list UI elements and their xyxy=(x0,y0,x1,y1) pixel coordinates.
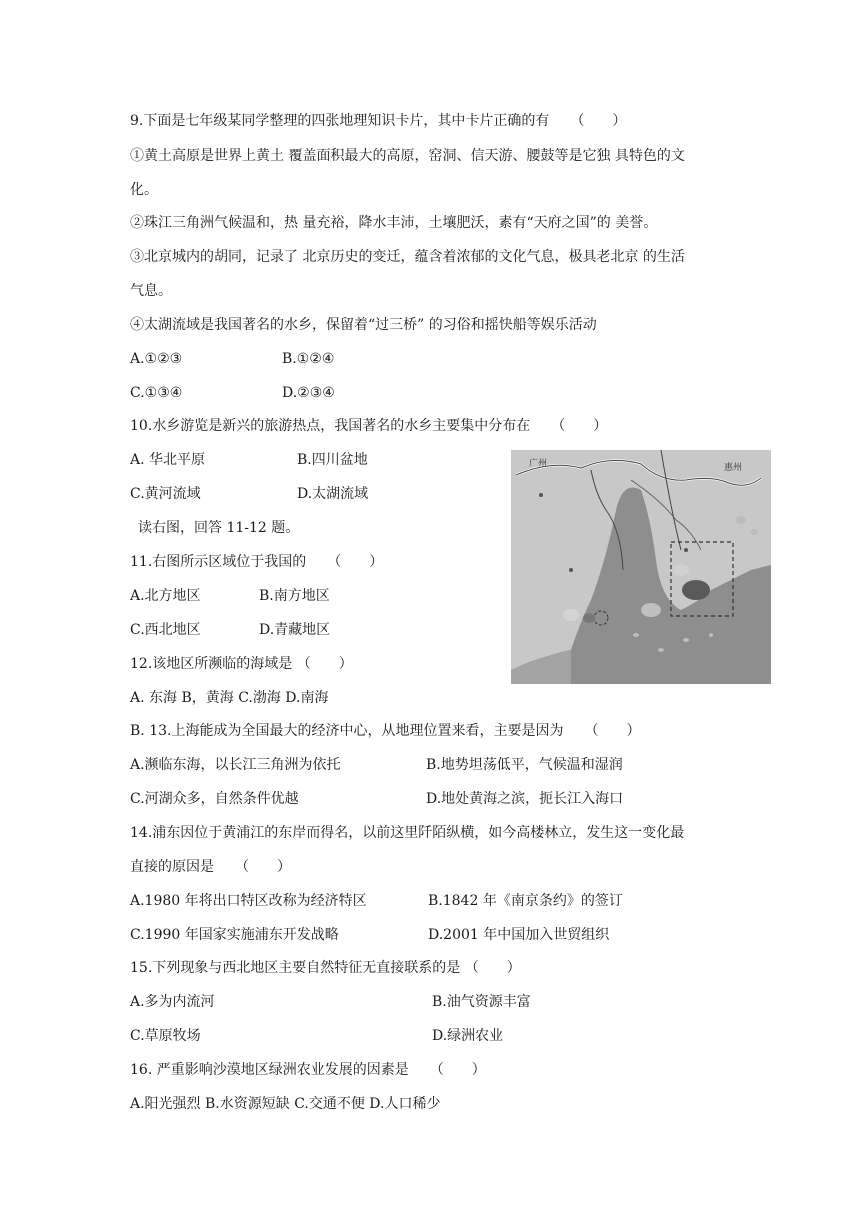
q14-option-d: D.2001 年中国加入世贸组织 xyxy=(428,927,610,943)
q15-option-d: D.绿洲农业 xyxy=(432,1028,504,1044)
q9-option-b: B.①②④ xyxy=(282,351,335,367)
q13-stem: B. 13.上海能成为全国最大的经济中心，从地理位置来看，主要是因为 （ ） xyxy=(130,723,641,739)
q9-option-d: D.②③④ xyxy=(282,385,335,401)
q14-stem-cont: 直接的原因是 （ ） xyxy=(130,859,291,875)
q16-options: A.阳光强烈 B.水资源短缺 C.交通不便 D.人口稀少 xyxy=(130,1096,441,1112)
q14-stem: 14.浦东因位于黄浦江的东岸而得名，以前这里阡陌纵横，如今高楼林立，发生这一变化最 xyxy=(130,825,685,841)
q10-option-a: A. 华北平原 xyxy=(130,452,206,468)
q15-option-b: B.油气资源丰富 xyxy=(432,994,531,1010)
q15-option-c: C.草原牧场 xyxy=(130,1028,201,1044)
q11-option-a: A.北方地区 xyxy=(130,588,201,604)
q10-option-b: B.四川盆地 xyxy=(297,452,368,468)
q9-card1: ①黄土高原是世界上黄土 覆盖面积最大的高原，窑洞、信天游、腰鼓等是它独 具特色的文 xyxy=(130,148,685,164)
read-map-instruction: 读右图，回答 11-12 题。 xyxy=(138,520,300,536)
q12-stem: 12.该地区所濒临的海域是 （ ） xyxy=(130,656,353,672)
q10-stem: 10.水乡游览是新兴的旅游热点，我国著名的水乡主要集中分布在 （ ） xyxy=(130,418,608,434)
q12-options: A. 东海 B，黄海 C.渤海 D.南海 xyxy=(130,690,329,706)
q9-stem: 9.下面是七年级某同学整理的四张地理知识卡片，其中卡片正确的有 （ ） xyxy=(130,113,627,129)
q15-option-a: A.多为内流河 xyxy=(130,994,215,1010)
q14-option-b: B.1842 年《南京条约》的签订 xyxy=(428,893,623,909)
map-drawing xyxy=(511,450,771,684)
q11-stem: 11.右图所示区域位于我国的 （ ） xyxy=(130,554,384,570)
q13-option-c: C.河湖众多，自然条件优越 xyxy=(130,791,299,807)
q14-option-c: C.1990 年国家实施浦东开发战略 xyxy=(130,927,339,943)
map-label-guangzhou: 广州 xyxy=(529,459,548,469)
q13-option-a: A.濒临东海，以长江三角洲为依托 xyxy=(130,757,341,773)
q14-option-a: A.1980 年将出口特区改称为经济特区 xyxy=(130,893,367,909)
q15-stem: 15.下列现象与西北地区主要自然特征无直接联系的是 （ ） xyxy=(130,960,521,976)
q9-card2: ②珠江三角洲气候温和，热 量充裕，降水丰沛，土壤肥沃，素有“天府之国”的 美誉。 xyxy=(130,215,658,231)
q11-option-b: B.南方地区 xyxy=(259,588,330,604)
q9-card1-cont: 化。 xyxy=(130,182,158,198)
q13-option-d: D.地处黄海之滨，扼长江入海口 xyxy=(426,791,624,807)
q10-option-c: C.黄河流域 xyxy=(130,486,201,502)
q9-card3: ③北京城内的胡同，记录了 北京历史的变迁，蕴含着浓郁的文化气息，极具老北京 的生活 xyxy=(130,249,685,265)
q9-card4: ④太湖流域是我国著名的水乡，保留着“过三桥” 的习俗和摇快船等娱乐活动 xyxy=(130,317,597,333)
q9-card3-cont: 气息。 xyxy=(130,283,172,299)
q16-stem: 16. 严重影响沙漠地区绿洲农业发展的因素是 （ ） xyxy=(130,1062,486,1078)
map-label-huizhou: 惠州 xyxy=(724,463,743,473)
q10-option-d: D.太湖流域 xyxy=(297,486,369,502)
q9-option-c: C.①③④ xyxy=(130,385,183,401)
q11-option-c: C.西北地区 xyxy=(130,622,201,638)
pearl-river-delta-map xyxy=(511,450,771,684)
q11-option-d: D.青藏地区 xyxy=(259,622,331,638)
q13-option-b: B.地势坦荡低平，气候温和湿润 xyxy=(426,757,623,773)
q9-option-a: A.①②③ xyxy=(130,351,183,367)
